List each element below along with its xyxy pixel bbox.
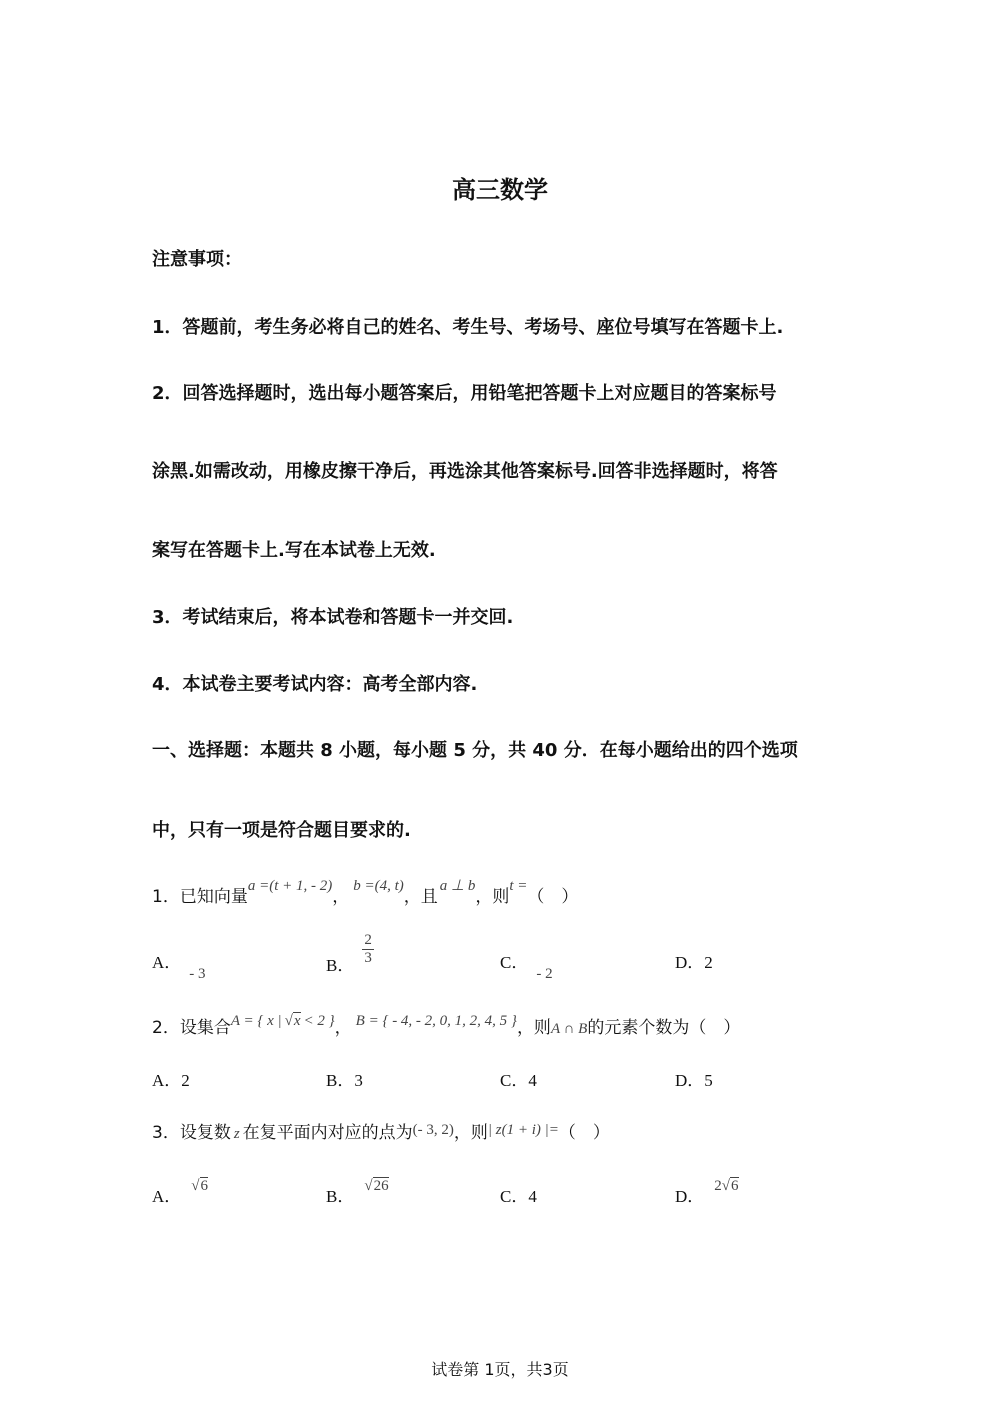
- q2-option-a-value: 2: [181, 1071, 190, 1090]
- q1-paren: （ ）: [527, 887, 579, 907]
- q1-option-b-numerator: 2: [364, 932, 372, 948]
- q2-option-b-label: B．: [326, 1071, 355, 1090]
- notice-item-4: 4．本试卷主要考试内容：高考全部内容.: [152, 674, 478, 695]
- q1-option-a: [152, 948, 206, 982]
- section-1-line-1: 一、选择题：本题共 8 小题，每小题 5 分，共 40 分．在每小题给出的四个选项: [152, 740, 798, 761]
- q2-option-a-label: A．: [152, 1071, 182, 1090]
- q2-sep-2: ，则: [516, 1018, 551, 1038]
- q1-option-b-label: B．: [326, 956, 355, 976]
- q3-point: (- 3, 2): [412, 1122, 454, 1138]
- notice-item-1: 1．答题前，考生务必将自己的姓名、考生号、考场号、座位号填写在答题卡上.: [152, 317, 784, 338]
- q3-paren: （ ）: [558, 1123, 610, 1143]
- q3-option-d: D．2√6: [675, 1178, 739, 1206]
- q3-option-c-label: C．: [500, 1187, 529, 1206]
- q2-prefix: 2．设集合: [152, 1018, 231, 1038]
- q2-sep-1: ，: [334, 1018, 352, 1038]
- q3-option-a: A．√6: [152, 1178, 209, 1206]
- q1-sep-3: ，则: [475, 887, 510, 907]
- q1-sep-2: ，且: [403, 887, 438, 907]
- q2-option-a: [152, 1066, 190, 1091]
- q1-option-a-label: A．: [152, 953, 182, 972]
- q3-option-a-label: A．: [152, 1187, 182, 1206]
- notice-item-2-line-1: 2．回答选择题时，选出每小题答案后，用铅笔把答题卡上对应题目的答案标号: [152, 383, 777, 404]
- q1-option-c-label: C．: [500, 953, 529, 972]
- q1-prefix: 1．已知向量: [152, 887, 248, 907]
- q2-suffix: 的元素个数为（ ）: [587, 1018, 741, 1038]
- q3-option-b: B．√26: [326, 1178, 389, 1206]
- q1-option-c-value: - 2: [536, 966, 553, 982]
- q2-option-d-value: 5: [704, 1071, 713, 1090]
- q1-vector-a: a =(t + 1, - 2): [247, 878, 333, 894]
- q3-sep: ，则: [453, 1123, 488, 1143]
- q3-option-b-label: B．: [326, 1187, 355, 1206]
- notice-item-2-line-2: 涂黑.如需改动，用橡皮擦干净后，再选涂其他答案标号.回答非选择题时，将答: [152, 461, 778, 482]
- q3-option-d-radicand: 6: [731, 1178, 739, 1194]
- q3-option-d-coefficient: 2: [714, 1178, 722, 1194]
- q2-set-a-radicand: x: [293, 1013, 301, 1029]
- q2-option-c: [500, 1066, 537, 1091]
- q2-set-b: B = { - 4, - 2, 0, 1, 2, 4, 5 }: [355, 1013, 517, 1029]
- q3-mid: 在复平面内对应的点为: [242, 1123, 413, 1143]
- q1-sep-1: ，: [332, 887, 350, 907]
- q1-t-eq: t =: [509, 878, 528, 894]
- q3-option-c-value: 4: [528, 1187, 537, 1206]
- q1-option-c: [500, 948, 553, 982]
- question-3-stem: [152, 1114, 610, 1143]
- q3-option-c: [500, 1182, 537, 1207]
- q1-option-b-denominator: 3: [364, 950, 372, 966]
- q1-option-d: [675, 948, 713, 973]
- q2-option-d-label: D．: [675, 1071, 705, 1090]
- q1-option-d-value: 2: [704, 953, 713, 972]
- q3-z: z: [233, 1126, 240, 1142]
- q3-option-d-label: D．: [675, 1187, 705, 1206]
- question-2-stem: 2．设集合A = { x | √x < 2 }， B = { - 4, - 2, 0, 1, 2, 4, 5 }，则A ∩ B的元素个数为（ ）: [152, 1013, 741, 1038]
- notice-heading: 注意事项：: [152, 249, 242, 270]
- page-footer: 试卷第 1页，共3页: [431, 1360, 569, 1379]
- q1-option-b-fraction: [362, 932, 374, 967]
- q1-option-a-value: - 3: [189, 966, 206, 982]
- q1-option-b: [326, 932, 374, 976]
- page-title: 高三数学: [452, 176, 548, 204]
- q2-option-d: [675, 1066, 713, 1091]
- q3-prefix: 3．设复数: [152, 1123, 231, 1143]
- q2-option-c-label: C．: [500, 1071, 529, 1090]
- notice-item-3: 3．考试结束后，将本试卷和答题卡一并交回.: [152, 607, 514, 628]
- q2-intersection: A ∩ B: [550, 1021, 588, 1037]
- q2-option-b-value: 3: [354, 1071, 363, 1090]
- q3-expression: | z(1 + i) |=: [487, 1122, 559, 1138]
- q2-set-a-left: A = { x |: [230, 1013, 282, 1029]
- q1-perp: a ⊥ b: [439, 878, 476, 894]
- q3-option-b-radicand: 26: [373, 1178, 389, 1194]
- q2-set-a-right: < 2 }: [303, 1013, 335, 1029]
- q3-option-a-radicand: 6: [200, 1178, 209, 1194]
- q2-option-c-value: 4: [528, 1071, 537, 1090]
- section-1-line-2: 中，只有一项是符合题目要求的.: [152, 820, 411, 841]
- question-1-stem: [152, 870, 579, 907]
- notice-item-2-line-3: 案写在答题卡上.写在本试卷上无效.: [152, 540, 436, 561]
- q2-option-b: [326, 1066, 363, 1091]
- q1-option-d-label: D．: [675, 953, 705, 972]
- q1-vector-b: b =(4, t): [353, 878, 404, 894]
